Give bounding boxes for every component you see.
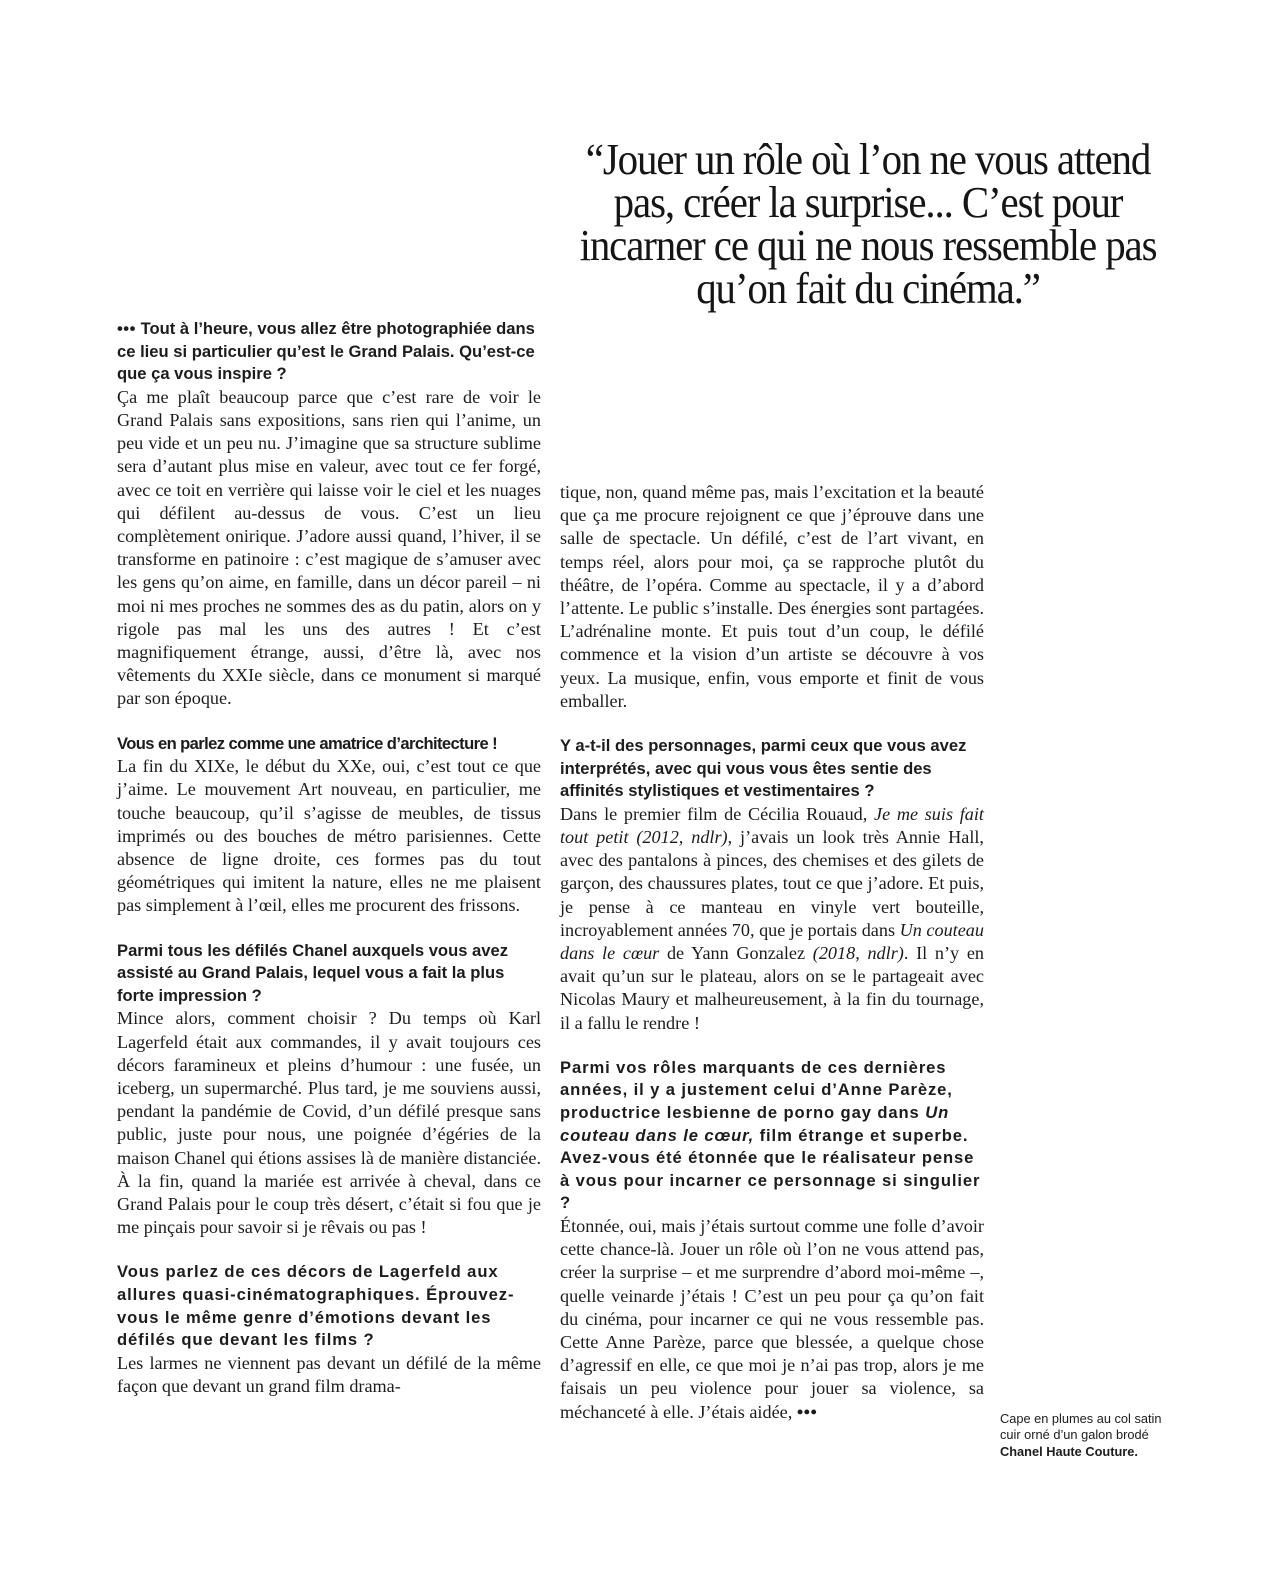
answer: Ça me plaît beaucoup parce que c’est rare de voir le Grand Palais sans expositions, sans rien qui l’anime, un peu vide et un peu nu. J’imagine que sa structure sublime sera d’autant plus mise en valeur, avec tout ce fer forgé, avec ce toit en verrière qui laisse voir le ciel et les nuages qui défilent au-dessus de vous. C’est un lieu complètement onirique. J’adore aussi quand, l’hiver, il se transforme en patinoire : c’est magique de s’amuser avec les gens qu’on aime, en famille, dans un décor pareil – ni moi ni mes proches ne sommes des as du patin, alors on y rigole pas mal les uns des autres ! Et c’est magnifiquement étrange, aussi, d’être là, avec nos vêtements du XXIe siècle, dans ce monument si marqué par son époque.: [117, 386, 541, 709]
answer: [560, 1215, 984, 1424]
qa-block-anne-pareze: [560, 1057, 984, 1424]
answer-text: Dans le premier film de Cécilia Rouaud,: [560, 803, 874, 824]
qa-block-emotions: [117, 1261, 541, 1398]
question: Y a-t-il des personnages, parmi ceux que vous avez interprétés, avec qui vous vous êtes sentie des affinités stylistiques et vestimentaires ?: [560, 736, 967, 801]
question: Parmi tous les défilés Chanel auxquels vous avez assisté au Grand Palais, lequel vous a fait la plus forte impression ?: [117, 940, 509, 1005]
question: [560, 1057, 984, 1215]
film-title: Je me suis fait tout petit (2012, ndlr): [560, 803, 984, 848]
film-title: Un couteau dans le cœur,: [560, 1103, 950, 1145]
qa-block-emotions-continued: [560, 481, 984, 713]
answer-part-2: tique, non, quand même pas, mais l’excitation et la beauté que ça me procure rejoignent ce que j’éprouve dans une salle de spectacle. Un défilé, c’est de l’art vivant, en temps réel, alors pour moi, ça se rapproche plutôt du théâtre, de l’opéra. Comme au spectacle, il y a d’abord l’attente. Le public s’installe. Des énergies sont partagées. L’adrénaline monte. Et puis tout d’un coup, le défilé commence et la vision d’un artiste se découvre à vos yeux. La musique, enfin, vous emporte et finit de vous emballer.: [560, 482, 984, 711]
caption-text: Cape en plumes au col satin cuir orné d’un galon brodé: [1000, 1411, 1162, 1443]
answer-text: de Yann Gonzalez: [659, 943, 813, 964]
qa-block-architecture: [117, 733, 541, 918]
answer: La fin du XIXe, le début du XXe, oui, c’est tout ce que j’aime. Le mouvement Art nouveau, en particulier, me touche beaucoup, qu’il s’agisse de meubles, de tissus imprimés ou des bouches de métro parisiennes. Cette absence de ligne droite, ces formes pas du tout géométriques qui imitent la nature, elles ne me plaisent pas simplement à l’œil, elles me procurent des frissons.: [117, 756, 541, 916]
answer-part-1: Les larmes ne viennent pas devant un défilé de la même façon que devant un grand film drama-: [117, 1352, 541, 1397]
continuation-dots-icon: •••: [117, 319, 136, 338]
answer: Mince alors, comment choisir ? Du temps où Karl Lagerfeld était aux commandes, il y avait toujours ces décors faramineux et pleins d’humour : une fusée, un iceberg, un supermarché. Plus tard, je me souviens aussi, pendant la pandémie de Covid, d’un défilé presque sans public, juste pour nous, une poignée d’égéries de la maison Chanel qui étions assises là de manière distanciée. À la fin, quand la mariée est arrivée à cheval, dans ce Grand Palais pour le coup très désert, c’était si fou que je me pinçais pour savoir si je rêvais ou pas !: [117, 1008, 541, 1238]
question-text: Parmi vos rôles marquants de ces dernières années, il y a justement celui d’Anne Parèze, productrice lesbienne de porno gay dans: [560, 1057, 953, 1123]
question: Vous en parlez comme une amatrice d’architecture !: [117, 733, 498, 753]
pull-quote: “Jouer un rôle où l’on ne vous attend pas, créer la surprise... C’est pour incarner ce qui ne nous ressemble pas qu’on fait du cinéma.”: [579, 135, 1157, 313]
qa-block-defiles: [117, 940, 541, 1240]
photo-caption: [1000, 1411, 1170, 1460]
caption-credit: Chanel Haute Couture.: [1000, 1443, 1138, 1459]
answer: [560, 803, 984, 1035]
film-title: Un couteau dans le cœur: [560, 919, 984, 964]
answer-text: . Il n’y en avait qu’un sur le plateau, alors on se le partageait avec Nicolas Maury et malheureusement, à la fin du tournage, il a fallu le rendre !: [560, 943, 984, 1033]
answer-text: , j’avais un look très Annie Hall, avec des pantalons à pinces, des chemises et des gilets de garçon, des chaussures plates, tout ce que j’adore. Et puis, je pense à ce manteau en vinyle vert bouteille, incroyablement années 70, que je portais dans: [560, 827, 984, 940]
continuation-dots-icon: •••: [796, 1401, 818, 1422]
answer-text: Étonnée, oui, mais j’étais surtout comme une folle d’avoir cette chance-là. Jouer un rôle où l’on ne vous attend pas, créer la surprise – et me surprendre d’abord moi-même –, quelle veinarde j’étais ! C’est un peu pour ça qu’on fait du cinéma, pour incarner ce qui ne vous ressemble pas. Cette Anne Parèze, parce que blessée, a quelque chose d’agressif en elle, ce que moi je n’ai pas trop, alors je me faisais un peu violence pour jouer sa violence, sa méchanceté à elle. J’étais aidée,: [560, 1216, 984, 1422]
qa-block-grand-palais: [117, 318, 541, 711]
film-year-note: (2018, ndlr): [812, 943, 904, 964]
question: Tout à l’heure, vous allez être photographiée dans ce lieu si particulier qu’est le Grand Palais. Qu’est-ce que ça vous inspire ?: [117, 319, 535, 384]
question: Vous parlez de ces décors de Lagerfeld aux allures quasi-cinématographiques. Éprouvez-vous le même genre d’émotions devant les défilés que devant les films ?: [117, 1262, 515, 1350]
question-text: film étrange et superbe. Avez-vous été étonnée que le réalisateur pense à vous pour incarner ce personnage si singulier ?: [560, 1125, 981, 1213]
article-column-right: [560, 481, 984, 1446]
article-column-left: [117, 318, 541, 1420]
qa-block-personnages: [560, 735, 984, 1035]
